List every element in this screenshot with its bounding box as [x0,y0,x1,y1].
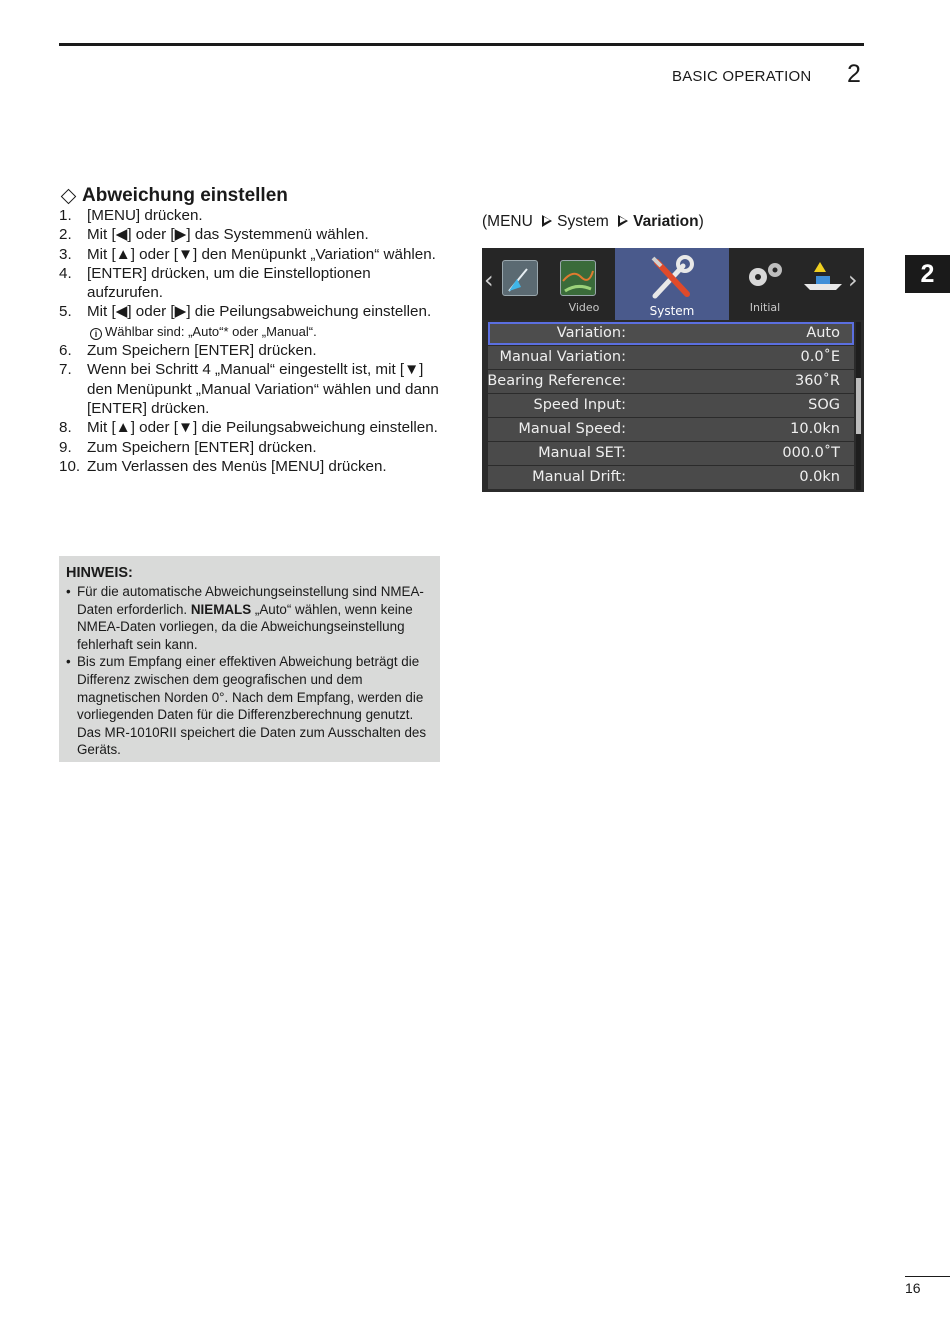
scrollbar-thumb[interactable] [856,378,861,434]
tab-radar[interactable] [498,248,542,320]
bullet-icon: • [66,654,71,670]
setting-row-manual-drift[interactable]: Manual Drift: 0.0kn [488,466,854,489]
tools-icon [647,254,697,304]
triangle-right-icon [542,215,552,227]
tab-system[interactable] [615,248,729,320]
page-number: 16 [905,1280,921,1296]
chart-map-icon [560,260,596,296]
setting-row-bearing-reference[interactable]: Bearing Reference: 360˚R [488,370,854,393]
step-list [59,206,444,476]
footer-rule [905,1276,950,1277]
tab-initial[interactable] [732,248,798,320]
info-icon: i [90,328,102,340]
header-rule [59,43,864,46]
vessel-alert-icon [802,260,846,292]
radar-icon [502,260,538,296]
setting-row-speed-input[interactable]: Speed Input: SOG [488,394,854,417]
step-item: 9. Zum Speichern [ENTER] drücken. [59,438,317,456]
setting-row-manual-speed[interactable]: Manual Speed: 10.0kn [488,418,854,441]
menu-tab-bar [482,248,864,320]
diamond-icon [61,188,77,204]
section-title [60,185,288,207]
step-item: 7. Wenn bei Schritt 4 „Manual“ eingestellt ist, mit [▼] den Menüpunkt „Manual Variation“ wählen und dann [ENTER] drücken. [59,361,439,417]
variation-settings-list [488,322,854,490]
hinweis-item: • Für die automatische Abweichungseinstellung sind NMEA-Daten erforderlich. NIEMALS „Auto“ wählen, wenn keine NMEA-Daten vorliegen, da die Abweichungseinstellung fehlerhaft sein kann. [66,584,424,652]
section-title-text: Abweichung einstellen [82,185,288,206]
step-item: 10. Zum Verlassen des Menüs [MENU] drücken. [59,457,387,475]
chapter-tab: 2 [905,255,950,293]
header-chapter-number: 2 [847,60,861,88]
header-section-title: BASIC OPERATION [672,68,812,85]
step-note: i Wählbar sind: „Auto“* oder „Manual“. [87,322,444,341]
gears-icon [744,260,786,290]
step-item: 4. [ENTER] drücken, um die Einstelloptionen aufzurufen. [59,264,371,302]
setting-row-variation[interactable]: Variation: Auto [488,322,854,345]
setting-row-manual-set[interactable]: Manual SET: 000.0˚T [488,442,854,465]
device-screenshot [482,248,864,492]
tab-video-label: Video [568,301,600,314]
menu-path: (MENU System Variation) [482,213,704,230]
step-item: 5. Mit [◀] oder [▶] die Peilungsabweichung einstellen. i Wählbar sind: „Auto“* oder „Manual“. [59,302,444,341]
step-item: 6. Zum Speichern [ENTER] drücken. [59,342,317,360]
tab-alarm[interactable] [800,248,846,320]
tab-video[interactable] [554,248,614,320]
step-item: 8. Mit [▲] oder [▼] die Peilungsabweichung einstellen. [59,419,438,437]
triangle-right-icon [618,215,628,227]
step-item: 1. [MENU] drücken. [59,207,203,224]
step-item: 3. Mit [▲] oder [▼] den Menüpunkt „Variation“ wählen. [59,245,436,263]
hinweis-item: • Bis zum Empfang einer effektiven Abweichung beträgt die Differenz zwischen dem geografischen und dem magnetischen Norden 0°. Nach dem Empfang, werden die vorliegenden Daten für die Differenzberechnung genutzt. Das MR-1010RII speichert die Daten zum Ausschalten des Geräts. [66,654,427,758]
hinweis-title: HINWEIS: [66,565,133,581]
chevron-left-icon[interactable]: ‹ [484,266,494,294]
step-item: 2. Mit [◀] oder [▶] das Systemmenü wählen. [59,226,369,244]
tab-system-label: System [649,304,695,318]
settings-scrollbar[interactable] [856,322,861,490]
bullet-icon: • [66,584,71,599]
tab-initial-label: Initial [749,301,781,314]
chevron-right-icon[interactable]: › [848,266,858,294]
setting-row-manual-variation[interactable]: Manual Variation: 0.0˚E [488,346,854,369]
hinweis-box [59,556,440,762]
